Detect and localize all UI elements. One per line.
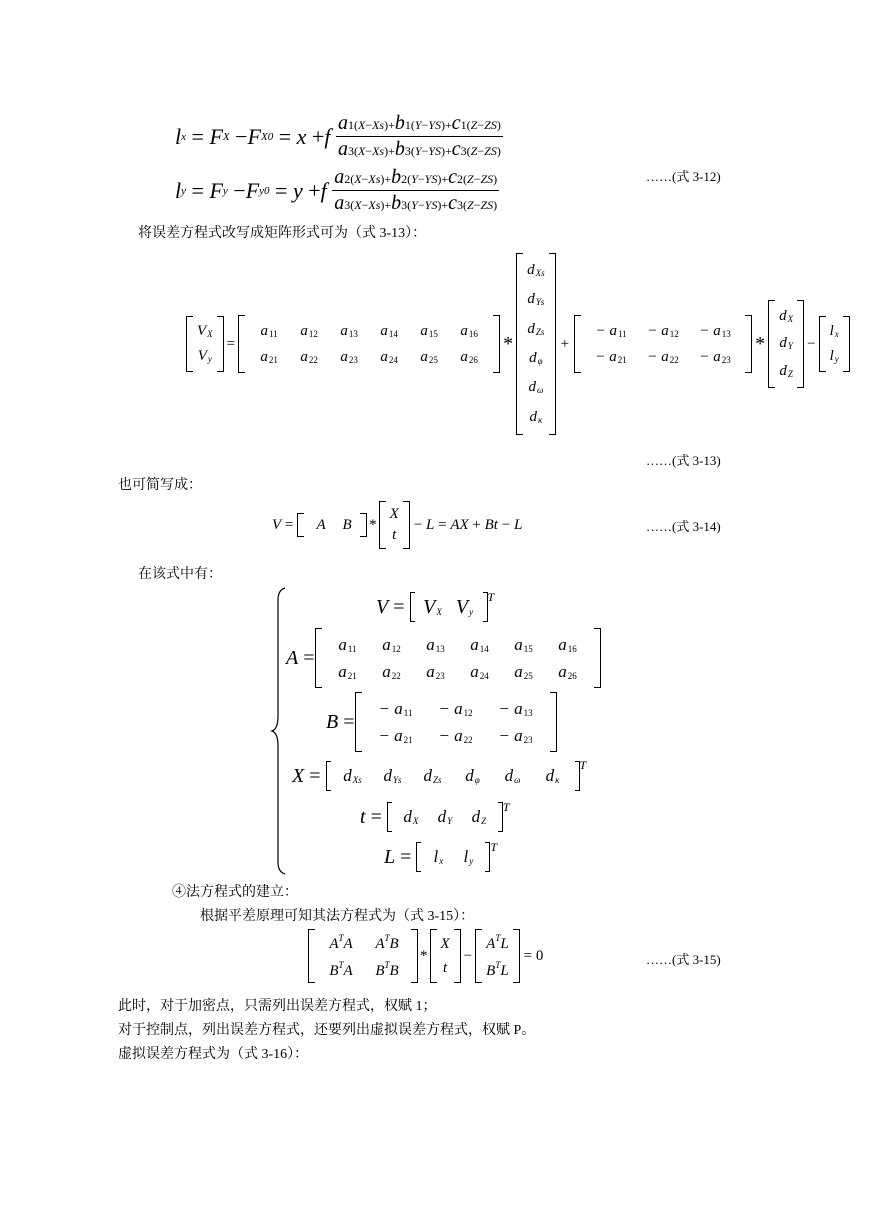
control-point-text: 对于控制点，列出误差方程式，还要列出虚拟误差方程式，权赋 P。 — [118, 1023, 536, 1038]
def-V: V = VX Vy T — [376, 590, 494, 624]
def-X: X = dXs dYs dZs dφ dω dκ T — [292, 758, 586, 794]
virtual-eq-text: 虚拟误差方程式为（式 3-16）： — [118, 1047, 309, 1062]
fraction-lx: $\frac{a1(X-Xs)+b1(Y-YS)+c1(Z-ZS)}{a3(X-Xs)+b3(Y-YS)+c3(Z-ZS)}$ — [337, 112, 501, 160]
equation-lx: l x = F X − F X0 = x + f $\frac{a1(X-Xs)+b1(Y-YS)+c1(Z-ZS)}{a3(X-Xs)+b3(Y-YS)+c3(Z-ZS)}$ — [175, 112, 501, 160]
equation-3-14: V = A B * X t − L = AX + Bt − L — [272, 500, 522, 550]
equation-3-15: $A^TA$ $A^TB$ $B^TA$ $B^TB$ * X t − $A^TL$ $B^TL$ = 0 — [308, 928, 543, 984]
normal-equation-desc: 根据平差原理可知其法方程式为（式 3-15）： — [200, 909, 475, 924]
def-t: t = dX dY dZ T — [360, 800, 510, 834]
def-A: A = a11 a12 a13 a14 a15 a16 a21 a22 a23 a24 a25 a26 — [286, 626, 601, 690]
dense-point-text: 此时，对于加密点，只需列出误差方程式，权赋 1； — [118, 999, 437, 1014]
label-eq-3-14: ……(式 3-14) — [646, 519, 721, 534]
label-eq-3-12: ……(式 3-12) — [646, 169, 721, 184]
eq-3-15-rhs: = 0 — [523, 947, 544, 964]
fraction-ly: $\frac{a2(X-Xs)+b2(Y-YS)+c2(Z-ZS)}{a3(X-Xs)+b3(Y-YS)+c3(Z-ZS)}$ — [334, 166, 498, 214]
label-eq-3-15: ……(式 3-15) — [646, 952, 721, 967]
short-form-text: 也可简写成： — [118, 478, 202, 493]
equation-3-13: VX Vy = a11 a12 a13 a14 a15 a16 a21 a22 a23 a24 a25 a26 * dXs dYs dZs dφ dω dκ + − a11 − a12 − a13 − a21 − a22 − a23 * dX dY dZ − lx ly — [186, 252, 850, 436]
intro-3-13: 将误差方程式改写成矩阵形式可为（式 3-13）： — [138, 226, 427, 241]
def-B: B = − a11 − a12 − a13 − a21 − a22 − a23 — [326, 690, 557, 754]
label-eq-3-13: ……(式 3-13) — [646, 453, 721, 468]
equation-ly: l y = F y − F y0 = y + f $\frac{a2(X-Xs)+b2(Y-YS)+c2(Z-ZS)}{a3(X-Xs)+b3(Y-YS)+c3(Z-ZS)}$ — [175, 166, 498, 214]
normal-equation-title: ④法方程式的建立： — [172, 885, 298, 900]
def-L: L = lx ly T — [384, 840, 497, 874]
in-formula-text: 在该式中有： — [138, 567, 222, 582]
